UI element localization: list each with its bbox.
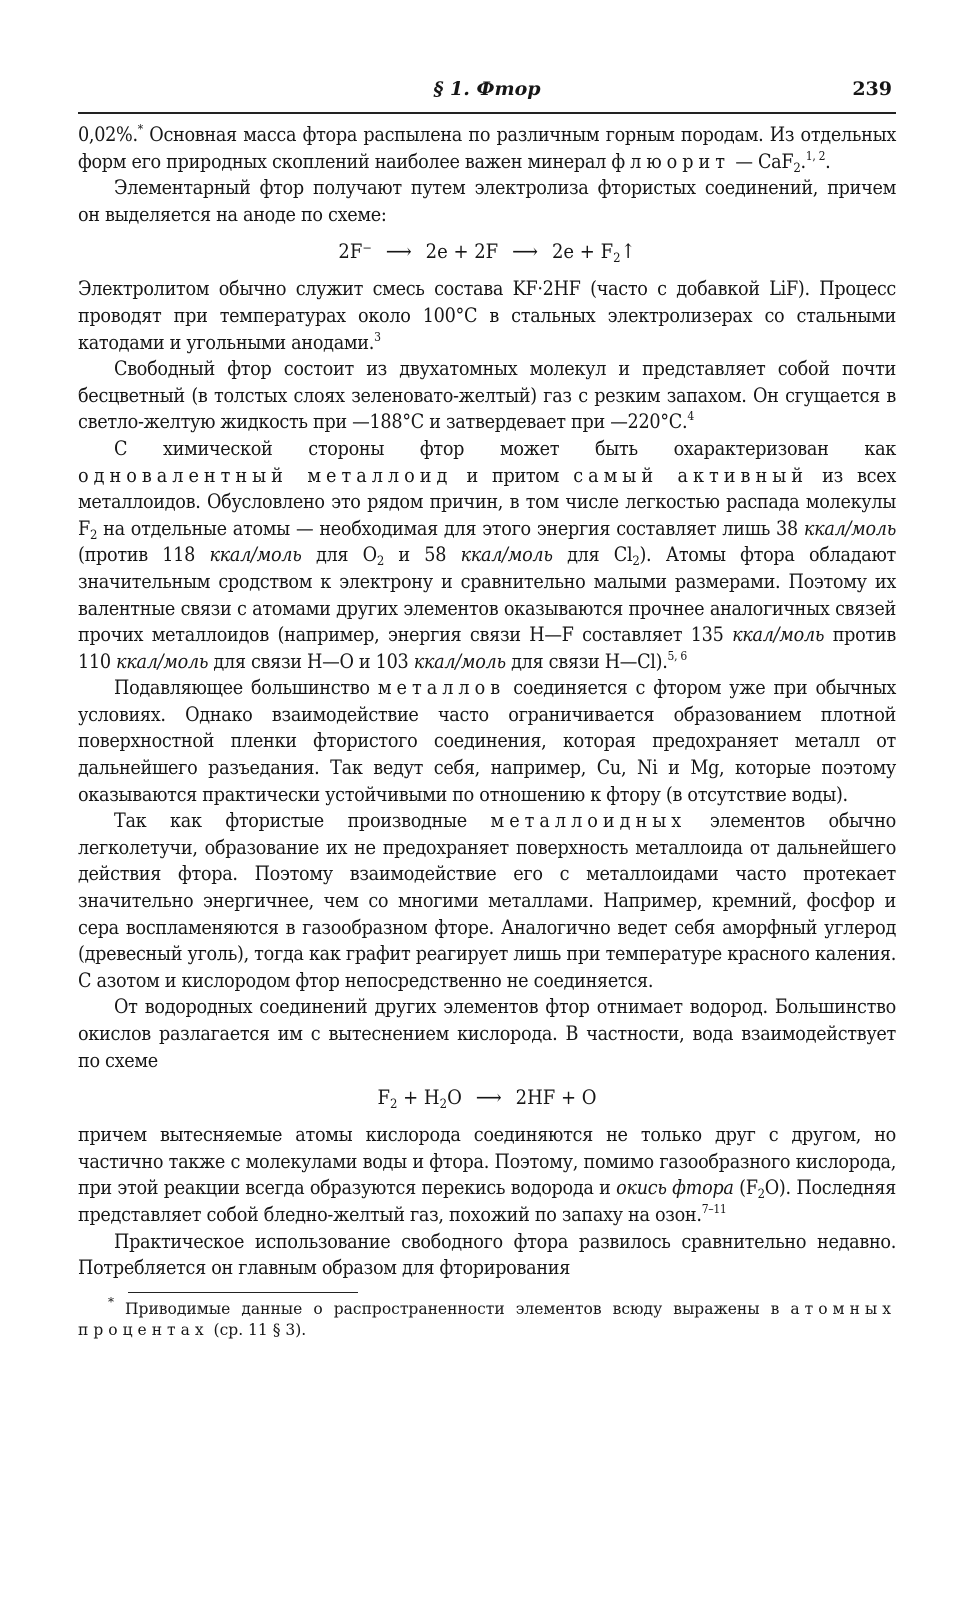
equation-term: O bbox=[447, 1085, 462, 1110]
text-fragment: Так как фтористые производные bbox=[114, 809, 491, 833]
text-fragment: для Cl bbox=[552, 543, 633, 567]
spaced-term: металлов bbox=[377, 676, 506, 700]
paragraph-chemistry bbox=[78, 436, 896, 675]
reaction-arrow: ⟶ bbox=[385, 239, 412, 264]
reaction-arrow: ⟶ bbox=[475, 1085, 502, 1110]
text-fragment: на отдельные атомы — необходимая для этого энергия составляет лишь 38 bbox=[97, 516, 804, 540]
footnote bbox=[78, 1294, 896, 1341]
paragraph-metals bbox=[78, 675, 896, 808]
text-fragment: 0,02%. bbox=[78, 123, 138, 146]
spaced-term: металлоидных bbox=[490, 809, 687, 833]
paragraph-metalloids bbox=[78, 808, 896, 994]
equation-term: + H bbox=[397, 1085, 440, 1110]
text-fragment: элементов обычно легколетучи, образование их не предохраняет поверхность металлоида от дальнейшего действия фтора. Поэтому взаимодействие его с металлоидами часто протекает значительно энергичнее, чем со многими металлами. Например, кремний, фосфор и сера воспламеняются в газообразном фторе. Аналогично ведет себя аморфный углерод (древесный уголь), тогда как графит реагирует лишь при температуре красного каления. С азотом и кислородом фтор непосредственно не соединяется. bbox=[78, 809, 896, 992]
unit: ккал/моль bbox=[413, 649, 506, 673]
text-fragment: — CaF bbox=[730, 149, 794, 173]
spaced-term: флюорит bbox=[611, 149, 731, 173]
equation-anode bbox=[78, 236, 896, 266]
text-fragment: соединяется с фтором уже при обычных условиях. Однако взаимодействие часто ограничивается образованием плотной поверхностной пленки фтористого соединения, которая предохраняет металл от дальнейшего разъедания. Так ведут себя, например, Cu, Ni и Mg, которые поэтому оказываются практически устойчивыми по отношению к фтору (в отсутствие воды). bbox=[78, 676, 896, 806]
equation-term: F bbox=[377, 1085, 390, 1110]
text-fragment: (F bbox=[733, 1176, 758, 1200]
subscript: 2 bbox=[613, 251, 621, 267]
footnote-marker: * bbox=[137, 122, 143, 136]
text-fragment: для O bbox=[301, 543, 377, 567]
reference-marker: 7–11 bbox=[701, 1201, 727, 1216]
spaced-term: атомных процентах bbox=[78, 1299, 896, 1339]
subscript: 2 bbox=[376, 554, 384, 570]
unit: ккал/моль bbox=[460, 543, 553, 567]
subscript: 2 bbox=[89, 527, 98, 543]
text-fragment: (ср. 11 § 3). bbox=[208, 1320, 307, 1339]
text-fragment: O). Последняя представляет собой бледно-желтый газ, похожий по запаху на озон. bbox=[78, 1176, 896, 1226]
equation-water bbox=[78, 1082, 896, 1112]
subscript: 2 bbox=[439, 1097, 448, 1113]
spaced-term: самый активный bbox=[573, 463, 808, 487]
italic-term: окись фтора bbox=[616, 1176, 734, 1200]
subscript: 2 bbox=[793, 160, 801, 176]
text-fragment: Свободный фтор состоит из двухатомных молекул и представляет собой почти бесцветный (в толстых слоях зеленовато-желтый) газ с резким запахом. Он сгущается в светло-желтую жидкость при —188°С и затвердевает при —220°С. bbox=[78, 357, 896, 434]
unit: ккал/моль bbox=[803, 516, 896, 540]
text-fragment: из всех металлоидов. Обусловлено это рядом причин, в том числе легкостью распада молекулы F bbox=[78, 463, 896, 540]
reference-marker: 3 bbox=[374, 329, 381, 344]
text-fragment: и 58 bbox=[383, 543, 461, 567]
text-fragment: Основная масса фтора распылена по различным горным породам. Из отдельных форм его природных скоплений наиболее важен минерал bbox=[78, 123, 896, 173]
page-header bbox=[78, 72, 896, 114]
text-fragment: ). Атомы фтора обладают значительным сродством к электрону и сравнительно малыми размерами. Поэтому их валентные связи с атомами других элементов оказываются прочнее аналогичных связей прочих металлоидов (например, энергия связи H—F составляет 135 bbox=[78, 543, 896, 647]
text-fragment: С химической стороны фтор может быть охарактеризован как bbox=[114, 436, 896, 460]
footnote-divider bbox=[128, 1292, 358, 1293]
paragraph-electrolysis: Элементарный фтор получают путем электролиза фтористых соединений, причем он выделяется на аноде по схеме: bbox=[78, 176, 896, 226]
equation-term: 2HF + O bbox=[515, 1085, 597, 1110]
equation-term: 2e + F bbox=[551, 239, 614, 264]
page-number: 239 bbox=[852, 78, 892, 100]
unit: ккал/моль bbox=[732, 623, 825, 647]
text-fragment: против 110 bbox=[78, 623, 896, 673]
spaced-term: одновалентный металлоид bbox=[78, 463, 453, 487]
text-fragment: для связи H—Cl). bbox=[505, 649, 668, 673]
paragraph-abundance bbox=[78, 122, 896, 175]
text-fragment: . bbox=[825, 149, 831, 173]
unit: ккал/моль bbox=[116, 649, 209, 673]
text-fragment: Подавляющее большинство bbox=[114, 676, 378, 700]
equation-term: 2F⁻ bbox=[338, 239, 372, 264]
main-text bbox=[78, 122, 896, 1282]
text-fragment: для связи H—O и 103 bbox=[208, 649, 414, 673]
subscript: 2 bbox=[757, 1187, 765, 1203]
equation-term: 2e + 2F bbox=[425, 239, 499, 264]
book-page bbox=[78, 72, 896, 1341]
text-fragment: . bbox=[800, 149, 806, 173]
equation-term: ↑ bbox=[620, 239, 636, 264]
reaction-arrow: ⟶ bbox=[512, 239, 538, 264]
reference-marker: 5, 6 bbox=[667, 648, 687, 663]
text-fragment: и притом bbox=[452, 463, 574, 487]
text-fragment: Приводимые данные о распространенности элементов всюду выражены в bbox=[114, 1299, 791, 1318]
text-fragment: Электролитом обычно служит смесь состава KF·2HF (часто с добавкой LiF). Процесс проводят при температурах около 100°С в стальных электролизерах со стальными катодами и угольными анодами. bbox=[78, 277, 896, 354]
footnote-text bbox=[78, 1294, 896, 1341]
footnote-marker: * bbox=[108, 1294, 114, 1309]
unit: ккал/моль bbox=[209, 543, 302, 567]
paragraph-hydrogen: От водородных соединений других элементов фтор отнимает водород. Большинство окислов разлагается им с вытеснением кислорода. В частности, вода взаимодействует по схеме bbox=[78, 995, 896, 1072]
text-fragment: (против 118 bbox=[78, 543, 210, 567]
running-title: § 1. Фтор bbox=[433, 78, 541, 100]
paragraph-oxygen bbox=[78, 1122, 896, 1228]
paragraph-properties bbox=[78, 356, 896, 436]
text-fragment: причем вытесняемые атомы кислорода соединяются не только друг с другом, но частично также с молекулами воды и фтора. Поэтому, помимо газообразного кислорода, при этой реакции всегда образуются перекись водорода и bbox=[78, 1123, 896, 1200]
reference-marker: 1, 2 bbox=[805, 148, 826, 163]
reference-marker: 4 bbox=[687, 409, 694, 424]
paragraph-electrolyte bbox=[78, 276, 896, 356]
subscript: 2 bbox=[632, 554, 640, 570]
paragraph-usage: Практическое использование свободного фтора развилось сравнительно недавно. Потребляется он главным образом для фторирования bbox=[78, 1229, 896, 1280]
subscript: 2 bbox=[389, 1097, 398, 1113]
